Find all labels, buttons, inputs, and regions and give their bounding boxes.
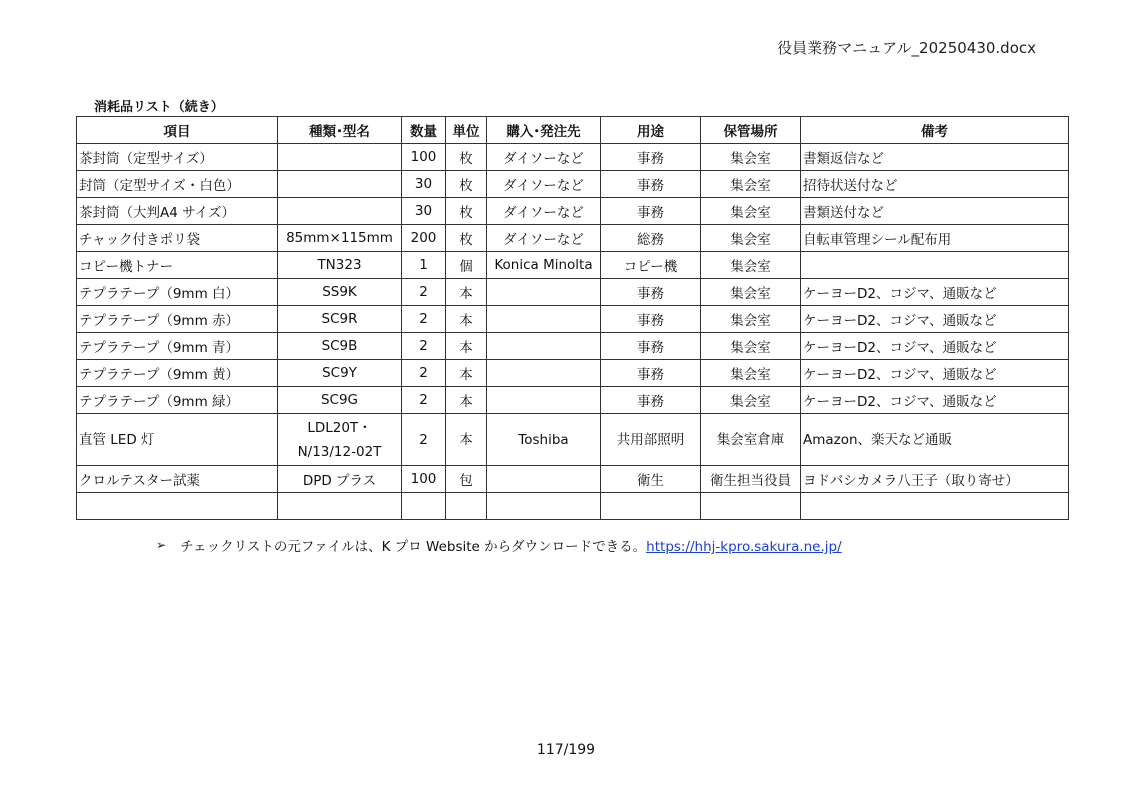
- table-row: [77, 144, 1069, 171]
- page-number: 117/199: [536, 742, 596, 758]
- cell-item: チャック付きポリ袋: [77, 225, 278, 252]
- cell-unit: 本: [446, 360, 487, 387]
- cell-quantity: 30: [402, 171, 446, 198]
- cell-unit: 本: [446, 306, 487, 333]
- column-header-storage: 保管場所: [701, 117, 801, 144]
- cell-type: SC9Y: [278, 360, 402, 387]
- cell-type: TN323: [278, 252, 402, 279]
- table-row: [77, 360, 1069, 387]
- table-row: [77, 414, 1069, 466]
- cell-remarks: ケーヨーD2、コジマ、通販など: [801, 306, 1069, 333]
- cell-unit: 本: [446, 414, 487, 466]
- column-header-quantity: 数量: [402, 117, 446, 144]
- kpro-website-link[interactable]: https://hhj-kpro.sakura.ne.jp/: [646, 539, 842, 555]
- cell-quantity: 2: [402, 279, 446, 306]
- cell-storage: 集会室: [701, 279, 801, 306]
- note-text: チェックリストの元ファイルは、K プロ Website からダウンロードできる。: [180, 539, 647, 555]
- cell-item: テプラテープ（9mm 黄）: [77, 360, 278, 387]
- cell-empty: [801, 493, 1069, 520]
- table-row: [77, 225, 1069, 252]
- table-body: [77, 144, 1069, 520]
- cell-unit: 枚: [446, 198, 487, 225]
- cell-supplier: [487, 360, 601, 387]
- cell-empty: [701, 493, 801, 520]
- cell-empty: [601, 493, 701, 520]
- cell-storage: 集会室: [701, 333, 801, 360]
- cell-empty: [278, 493, 402, 520]
- cell-quantity: 1: [402, 252, 446, 279]
- table-row-empty: [77, 493, 1069, 520]
- cell-purpose: 事務: [601, 198, 701, 225]
- note-text-group: [180, 535, 842, 555]
- cell-quantity: 200: [402, 225, 446, 252]
- cell-unit: 枚: [446, 144, 487, 171]
- cell-type: DPD プラス: [278, 466, 402, 493]
- table-row: [77, 252, 1069, 279]
- cell-quantity: 2: [402, 387, 446, 414]
- cell-supplier: [487, 466, 601, 493]
- cell-item: テプラテープ（9mm 緑）: [77, 387, 278, 414]
- document-header-filename: 役員業務マニュアル_20250430.docx: [777, 39, 1036, 57]
- cell-remarks: ケーヨーD2、コジマ、通販など: [801, 279, 1069, 306]
- cell-purpose: コピー機: [601, 252, 701, 279]
- cell-item: 封筒（定型サイズ・白色）: [77, 171, 278, 198]
- cell-type: SC9B: [278, 333, 402, 360]
- column-header-type: 種類･型名: [278, 117, 402, 144]
- cell-supplier: [487, 306, 601, 333]
- cell-remarks: [801, 252, 1069, 279]
- cell-quantity: 2: [402, 306, 446, 333]
- cell-item: 茶封筒（定型サイズ）: [77, 144, 278, 171]
- cell-empty: [446, 493, 487, 520]
- column-header-purpose: 用途: [601, 117, 701, 144]
- cell-supplier: ダイソーなど: [487, 198, 601, 225]
- cell-unit: 本: [446, 279, 487, 306]
- cell-item: コピー機トナー: [77, 252, 278, 279]
- cell-empty: [487, 493, 601, 520]
- cell-type: [278, 171, 402, 198]
- cell-unit: 本: [446, 333, 487, 360]
- cell-storage: 集会室: [701, 387, 801, 414]
- cell-supplier: [487, 387, 601, 414]
- cell-type: [278, 198, 402, 225]
- table-row: [77, 279, 1069, 306]
- cell-supplier: Konica Minolta: [487, 252, 601, 279]
- cell-type: 85mm×115mm: [278, 225, 402, 252]
- cell-unit: 包: [446, 466, 487, 493]
- cell-empty: [402, 493, 446, 520]
- cell-item: テプラテープ（9mm 赤）: [77, 306, 278, 333]
- cell-purpose: 事務: [601, 171, 701, 198]
- cell-purpose: 事務: [601, 333, 701, 360]
- cell-item: クロルテスター試薬: [77, 466, 278, 493]
- cell-unit: 枚: [446, 225, 487, 252]
- cell-storage: 集会室: [701, 144, 801, 171]
- cell-purpose: 事務: [601, 144, 701, 171]
- column-header-item: 項目: [77, 117, 278, 144]
- arrow-bullet-icon: ➢: [156, 538, 167, 552]
- table-row: [77, 466, 1069, 493]
- cell-storage: 集会室: [701, 306, 801, 333]
- table-header-row: [77, 117, 1069, 144]
- column-header-supplier: 購入･発注先: [487, 117, 601, 144]
- cell-supplier: [487, 333, 601, 360]
- supplies-table: [76, 116, 1069, 520]
- cell-purpose: 事務: [601, 387, 701, 414]
- cell-storage: 集会室倉庫: [701, 414, 801, 466]
- cell-storage: 集会室: [701, 360, 801, 387]
- cell-storage: 衛生担当役員: [701, 466, 801, 493]
- cell-unit: 本: [446, 387, 487, 414]
- column-header-remarks: 備考: [801, 117, 1069, 144]
- note-line: [156, 535, 842, 555]
- cell-remarks: ケーヨーD2、コジマ、通販など: [801, 333, 1069, 360]
- cell-storage: 集会室: [701, 198, 801, 225]
- cell-type: LDL20T・N/13/12-02T: [278, 414, 402, 466]
- cell-storage: 集会室: [701, 252, 801, 279]
- table-row: [77, 387, 1069, 414]
- cell-remarks: ヨドバシカメラ八王子（取り寄せ）: [801, 466, 1069, 493]
- cell-empty: [77, 493, 278, 520]
- cell-item: 茶封筒（大判A4 サイズ）: [77, 198, 278, 225]
- cell-remarks: 書類送付など: [801, 198, 1069, 225]
- cell-remarks: Amazon、楽天など通販: [801, 414, 1069, 466]
- cell-supplier: Toshiba: [487, 414, 601, 466]
- cell-remarks: ケーヨーD2、コジマ、通販など: [801, 360, 1069, 387]
- cell-quantity: 2: [402, 414, 446, 466]
- cell-purpose: 共用部照明: [601, 414, 701, 466]
- table-row: [77, 171, 1069, 198]
- cell-quantity: 100: [402, 466, 446, 493]
- column-header-unit: 単位: [446, 117, 487, 144]
- table-row: [77, 198, 1069, 225]
- table-row: [77, 306, 1069, 333]
- cell-purpose: 衛生: [601, 466, 701, 493]
- table-row: [77, 333, 1069, 360]
- cell-unit: 個: [446, 252, 487, 279]
- cell-remarks: 招待状送付など: [801, 171, 1069, 198]
- cell-supplier: ダイソーなど: [487, 144, 601, 171]
- cell-type: [278, 144, 402, 171]
- cell-item: テプラテープ（9mm 青）: [77, 333, 278, 360]
- cell-supplier: ダイソーなど: [487, 171, 601, 198]
- cell-supplier: ダイソーなど: [487, 225, 601, 252]
- cell-quantity: 30: [402, 198, 446, 225]
- cell-remarks: ケーヨーD2、コジマ、通販など: [801, 387, 1069, 414]
- cell-quantity: 100: [402, 144, 446, 171]
- cell-purpose: 事務: [601, 306, 701, 333]
- cell-supplier: [487, 279, 601, 306]
- cell-quantity: 2: [402, 360, 446, 387]
- cell-type: SC9G: [278, 387, 402, 414]
- cell-purpose: 事務: [601, 360, 701, 387]
- cell-type: SC9R: [278, 306, 402, 333]
- section-title: 消耗品リスト（続き）: [94, 100, 224, 115]
- cell-unit: 枚: [446, 171, 487, 198]
- cell-item: テプラテープ（9mm 白）: [77, 279, 278, 306]
- cell-item: 直管 LED 灯: [77, 414, 278, 466]
- cell-remarks: 自転車管理シール配布用: [801, 225, 1069, 252]
- cell-storage: 集会室: [701, 171, 801, 198]
- cell-storage: 集会室: [701, 225, 801, 252]
- cell-purpose: 事務: [601, 279, 701, 306]
- cell-purpose: 総務: [601, 225, 701, 252]
- cell-remarks: 書類返信など: [801, 144, 1069, 171]
- cell-type: SS9K: [278, 279, 402, 306]
- cell-quantity: 2: [402, 333, 446, 360]
